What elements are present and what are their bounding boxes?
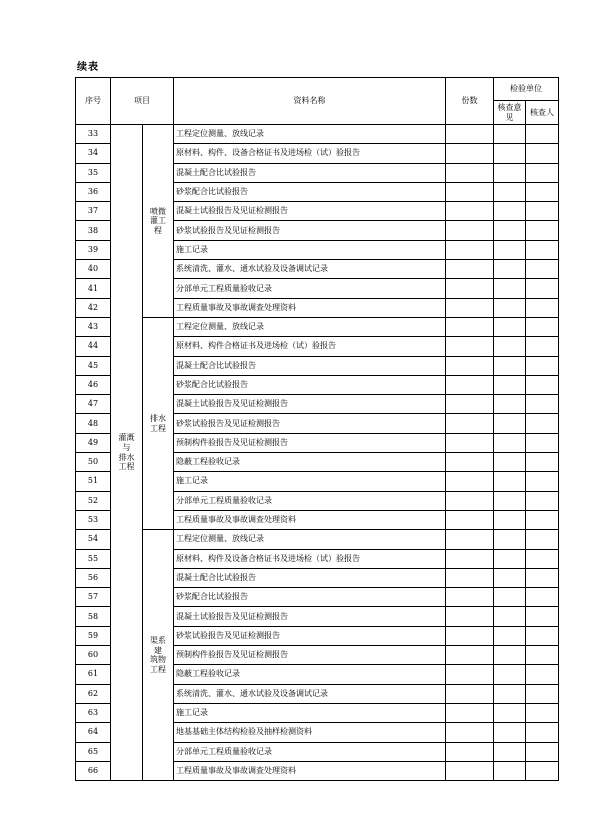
document-name: 混凝土试验报告及见证检测报告 [174,607,446,626]
inspector-cell[interactable] [526,568,559,587]
row-number: 47 [76,395,111,414]
header-inspector: 核查人 [526,101,559,125]
inspector-cell[interactable] [526,607,559,626]
inspector-cell[interactable] [526,337,559,356]
opinion-cell[interactable] [494,491,526,510]
copies-cell[interactable] [446,453,494,472]
document-name: 工程定位测量、放线记录 [174,317,446,336]
subgroup-drainage [143,317,174,529]
document-name: 分部单元工程质量验收记录 [174,742,446,761]
opinion-cell[interactable] [494,549,526,568]
document-name: 砂浆配合比试验报告 [174,375,446,394]
inspector-cell[interactable] [526,530,559,549]
document-name: 砂浆试验报告及见证检测报告 [174,221,446,240]
opinion-cell[interactable] [494,317,526,336]
copies-cell[interactable] [446,375,494,394]
opinion-cell[interactable] [494,510,526,529]
opinion-cell[interactable] [494,375,526,394]
document-name: 混凝土配合比试验报告 [174,568,446,587]
copies-cell[interactable] [446,221,494,240]
document-name: 混凝土试验报告及见证检测报告 [174,395,446,414]
document-name: 预制构件验报告及见证检测报告 [174,433,446,452]
document-name: 系统清洗、灌水、通水试验及设备调试记录 [174,260,446,279]
inspector-cell[interactable] [526,453,559,472]
row-number: 42 [76,298,111,317]
table-row [76,530,559,549]
document-name: 砂浆配合比试验报告 [174,182,446,201]
copies-cell[interactable] [446,588,494,607]
subgroup-spray-micro-label: 喷微 灌工 程 [150,206,166,235]
header-copies: 份数 [446,78,494,125]
document-name: 混凝土配合比试验报告 [174,356,446,375]
row-number: 50 [76,453,111,472]
page-title: 续表 [77,62,99,73]
document-name: 砂浆试验报告及见证检测报告 [174,414,446,433]
copies-cell[interactable] [446,665,494,684]
inspector-cell[interactable] [526,260,559,279]
copies-cell[interactable] [446,414,494,433]
row-number: 62 [76,684,111,703]
row-number: 46 [76,375,111,394]
row-number: 44 [76,337,111,356]
inspector-cell[interactable] [526,163,559,182]
row-number: 49 [76,433,111,452]
inspector-cell[interactable] [526,761,559,780]
opinion-cell[interactable] [494,356,526,375]
inspector-cell[interactable] [526,395,559,414]
copies-cell[interactable] [446,742,494,761]
opinion-cell[interactable] [494,607,526,626]
row-number: 41 [76,279,111,298]
row-number: 52 [76,491,111,510]
opinion-cell[interactable] [494,723,526,742]
inspector-cell[interactable] [526,491,559,510]
inspector-cell[interactable] [526,588,559,607]
row-number: 58 [76,607,111,626]
document-name: 施工记录 [174,240,446,259]
document-name: 砂浆试验报告及见证检测报告 [174,626,446,645]
row-number: 66 [76,761,111,780]
row-number: 40 [76,260,111,279]
row-number: 45 [76,356,111,375]
row-number: 65 [76,742,111,761]
copies-cell[interactable] [446,337,494,356]
copies-cell[interactable] [446,510,494,529]
copies-cell[interactable] [446,298,494,317]
document-name: 隐蔽工程验收记录 [174,453,446,472]
row-number: 36 [76,182,111,201]
copies-cell[interactable] [446,317,494,336]
opinion-cell[interactable] [494,703,526,722]
row-number: 35 [76,163,111,182]
inspector-cell[interactable] [526,433,559,452]
copies-cell[interactable] [446,472,494,491]
inspector-cell[interactable] [526,684,559,703]
group-irrigation-drainage-label: 灌溉 与 排水 工程 [118,433,135,472]
opinion-cell[interactable] [494,414,526,433]
document-name: 混凝土试验报告及见证检测报告 [174,202,446,221]
opinion-cell[interactable] [494,260,526,279]
copies-cell[interactable] [446,491,494,510]
document-name: 系统清洗、灌水、通水试验及设备调试记录 [174,684,446,703]
copies-cell[interactable] [446,549,494,568]
header-inspection-unit: 检验单位 [494,78,559,101]
inspector-cell[interactable] [526,375,559,394]
inspector-cell[interactable] [526,703,559,722]
opinion-cell[interactable] [494,182,526,201]
opinion-cell[interactable] [494,626,526,645]
inspector-cell[interactable] [526,414,559,433]
document-name: 地基基础主体结构检验及抽样检测资料 [174,723,446,742]
row-number: 34 [76,144,111,163]
opinion-cell[interactable] [494,279,526,298]
document-name: 原材料、构件及设备合格证书及进场检（试）验报告 [174,549,446,568]
document-name: 分部单元工程质量验收记录 [174,279,446,298]
opinion-cell[interactable] [494,221,526,240]
opinion-cell[interactable] [494,395,526,414]
opinion-cell[interactable] [494,684,526,703]
opinion-cell[interactable] [494,568,526,587]
opinion-cell[interactable] [494,472,526,491]
row-number: 55 [76,549,111,568]
row-number: 63 [76,703,111,722]
inspector-cell[interactable] [526,202,559,221]
row-number: 48 [76,414,111,433]
document-name: 工程定位测量、放线记录 [174,530,446,549]
row-number: 43 [76,317,111,336]
inspector-cell[interactable] [526,298,559,317]
inspector-cell[interactable] [526,723,559,742]
document-name: 施工记录 [174,472,446,491]
inspector-cell[interactable] [526,549,559,568]
copies-cell[interactable] [446,433,494,452]
copies-cell[interactable] [446,703,494,722]
opinion-cell[interactable] [494,144,526,163]
copies-cell[interactable] [446,279,494,298]
header-name: 资料名称 [174,78,446,125]
row-number: 56 [76,568,111,587]
document-name: 工程定位测量、放线记录 [174,125,446,144]
row-number: 37 [76,202,111,221]
copies-cell[interactable] [446,646,494,665]
inspector-cell[interactable] [526,125,559,144]
document-name: 隐蔽工程验收记录 [174,665,446,684]
row-number: 59 [76,626,111,645]
opinion-cell[interactable] [494,761,526,780]
inspector-cell[interactable] [526,144,559,163]
subgroup-drainage-label: 排水 工程 [150,414,166,433]
opinion-cell[interactable] [494,125,526,144]
opinion-cell[interactable] [494,530,526,549]
row-number: 57 [76,588,111,607]
document-name: 工程质量事故及事故调查处理资料 [174,761,446,780]
row-number: 60 [76,646,111,665]
opinion-cell[interactable] [494,433,526,452]
copies-cell[interactable] [446,626,494,645]
copies-cell[interactable] [446,144,494,163]
subgroup-canal-structures-label: 渠系 建 筑物 工程 [150,635,166,674]
copies-cell[interactable] [446,125,494,144]
inspector-cell[interactable] [526,279,559,298]
document-name: 混凝土配合比试验报告 [174,163,446,182]
row-number: 61 [76,665,111,684]
copies-cell[interactable] [446,202,494,221]
row-number: 38 [76,221,111,240]
header-seq: 序号 [76,78,111,125]
opinion-cell[interactable] [494,742,526,761]
opinion-cell[interactable] [494,588,526,607]
inspector-cell[interactable] [526,510,559,529]
subgroup-canal-structures [143,530,174,781]
copies-cell[interactable] [446,240,494,259]
inspector-cell[interactable] [526,646,559,665]
opinion-cell[interactable] [494,665,526,684]
inspector-cell[interactable] [526,626,559,645]
document-name: 工程质量事故及事故调查处理资料 [174,298,446,317]
group-irrigation-drainage [111,125,143,781]
inspector-cell[interactable] [526,356,559,375]
inspector-cell[interactable] [526,221,559,240]
records-table [75,77,559,781]
opinion-cell[interactable] [494,202,526,221]
inspector-cell[interactable] [526,472,559,491]
document-name: 原材料、构件、设备合格证书及进场检（试）验报告 [174,144,446,163]
copies-cell[interactable] [446,607,494,626]
table-row [76,125,559,144]
document-name: 砂浆配合比试验报告 [174,588,446,607]
row-number: 51 [76,472,111,491]
copies-cell[interactable] [446,568,494,587]
opinion-cell[interactable] [494,163,526,182]
header-item: 项目 [111,78,174,125]
opinion-cell[interactable] [494,240,526,259]
document-name: 分部单元工程质量验收记录 [174,491,446,510]
copies-cell[interactable] [446,530,494,549]
inspector-cell[interactable] [526,742,559,761]
copies-cell[interactable] [446,761,494,780]
document-name: 预制构件验报告及见证检测报告 [174,646,446,665]
copies-cell[interactable] [446,684,494,703]
document-name: 施工记录 [174,703,446,722]
opinion-cell[interactable] [494,298,526,317]
row-number: 64 [76,723,111,742]
copies-cell[interactable] [446,163,494,182]
document-name: 原材料、构件合格证书及进场检（试）验报告 [174,337,446,356]
row-number: 53 [76,510,111,529]
document-name: 工程质量事故及事故调查处理资料 [174,510,446,529]
header-inspection-opinion: 核查意见 [494,101,526,125]
inspector-cell[interactable] [526,317,559,336]
row-number: 33 [76,125,111,144]
copies-cell[interactable] [446,356,494,375]
opinion-cell[interactable] [494,337,526,356]
subgroup-spray-micro [143,125,174,318]
copies-cell[interactable] [446,395,494,414]
table-row [76,317,559,336]
row-number: 39 [76,240,111,259]
copies-cell[interactable] [446,723,494,742]
row-number: 54 [76,530,111,549]
inspector-cell[interactable] [526,240,559,259]
inspector-cell[interactable] [526,182,559,201]
copies-cell[interactable] [446,182,494,201]
copies-cell[interactable] [446,260,494,279]
opinion-cell[interactable] [494,453,526,472]
inspector-cell[interactable] [526,665,559,684]
opinion-cell[interactable] [494,646,526,665]
